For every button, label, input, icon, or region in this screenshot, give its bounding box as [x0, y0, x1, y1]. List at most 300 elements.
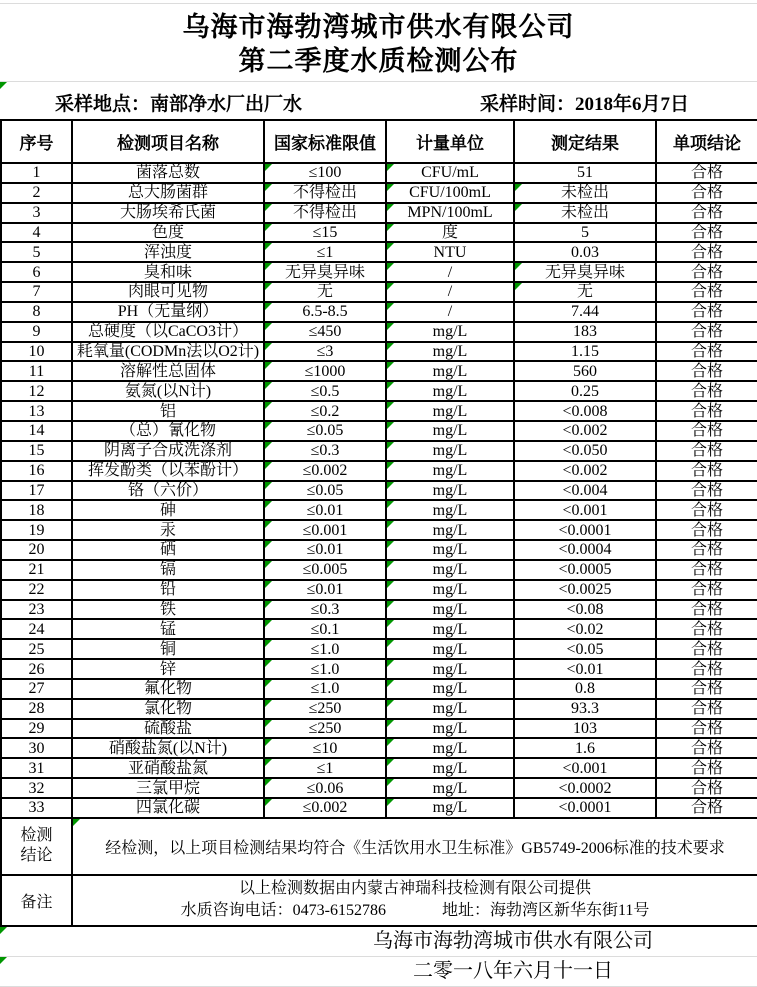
conclusion-value: 合格 [690, 343, 723, 361]
cell-standard-limit [264, 381, 386, 401]
cell-result [514, 461, 656, 481]
seq-value: 30 [28, 739, 45, 757]
cell-flag-icon [265, 442, 272, 449]
cell-flag-icon [265, 601, 272, 608]
seq-value: 31 [28, 759, 45, 777]
cell-result [514, 361, 656, 381]
conclusion-value: 合格 [690, 541, 723, 559]
table-row [1, 798, 757, 818]
seq-value: 17 [28, 481, 45, 499]
item-name-value: 硫酸盐 [143, 720, 192, 738]
cell-flag-icon [387, 779, 394, 786]
cell-result [514, 242, 656, 262]
cell-result [514, 342, 656, 362]
cell-seq [1, 342, 72, 362]
table-row [1, 639, 757, 659]
conclusion-value: 合格 [690, 422, 723, 440]
cell-item-name [72, 381, 264, 401]
table-row [1, 619, 757, 639]
cell-conclusion [656, 600, 757, 620]
cell-unit [386, 560, 514, 580]
cell-seq [1, 441, 72, 461]
cell-result [514, 520, 656, 540]
cell-result [514, 421, 656, 441]
unit-value: mg/L [432, 600, 468, 618]
table-row [1, 361, 757, 381]
table-row [1, 183, 757, 203]
cell-unit [386, 262, 514, 282]
cell-unit [386, 401, 514, 421]
cell-unit [386, 361, 514, 381]
table-row [1, 441, 757, 461]
cell-flag-icon [387, 759, 394, 766]
unit-value: CFU/100mL [409, 184, 491, 202]
limit-value: ≤0.002 [302, 799, 348, 817]
cell-result [514, 600, 656, 620]
cell-result [514, 580, 656, 600]
cell-flag-icon [265, 700, 272, 707]
item-name-value: 镉 [159, 561, 176, 579]
cell-standard-limit [264, 560, 386, 580]
cell-conclusion [656, 361, 757, 381]
cell-item-name [72, 778, 264, 798]
item-name-value: 铜 [159, 640, 176, 658]
header-result: 测定结果 [514, 120, 656, 163]
item-name-value: 阴离子合成洗涤剂 [103, 442, 232, 460]
limit-value: ≤100 [308, 164, 342, 182]
result-value: <0.002 [562, 422, 608, 440]
cell-result [514, 540, 656, 560]
cell-standard-limit [264, 361, 386, 381]
conclusion-value: 合格 [690, 620, 723, 638]
cell-standard-limit [264, 758, 386, 778]
cell-unit [386, 699, 514, 719]
cell-standard-limit [264, 500, 386, 520]
cell-item-name [72, 282, 264, 302]
cell-flag-icon [387, 243, 394, 250]
result-value: 无 [576, 283, 593, 301]
limit-value: ≤1 [316, 759, 334, 777]
result-value: 7.44 [571, 303, 599, 321]
item-name-value: 汞 [159, 521, 176, 539]
limit-value: ≤0.002 [302, 462, 348, 480]
cell-unit [386, 203, 514, 223]
table-row [1, 163, 757, 183]
cell-flag-icon [387, 601, 394, 608]
cell-flag-icon [265, 164, 272, 171]
unit-value: mg/L [432, 640, 468, 658]
cell-item-name [72, 619, 264, 639]
cell-conclusion [656, 322, 757, 342]
cell-standard-limit [264, 778, 386, 798]
cell-conclusion [656, 223, 757, 243]
conclusion-value: 合格 [690, 164, 723, 182]
limit-value: ≤1.0 [310, 680, 340, 698]
header-item-name: 检测项目名称 [72, 120, 264, 163]
cell-conclusion [656, 619, 757, 639]
cell-flag-icon [387, 482, 394, 489]
unit-value: mg/L [432, 323, 468, 341]
cell-unit [386, 441, 514, 461]
footer-company-row [0, 927, 757, 957]
cell-result [514, 322, 656, 342]
limit-value: ≤0.06 [306, 779, 344, 797]
cell-item-name [72, 461, 264, 481]
conclusion-value: 合格 [690, 223, 723, 241]
header-standard-limit: 国家标准限值 [264, 120, 386, 163]
limit-value: ≤0.01 [306, 541, 344, 559]
cell-unit [386, 540, 514, 560]
table-row [1, 738, 757, 758]
page-subtitle: 第二季度水质检测公布 [238, 46, 519, 76]
seq-value: 3 [32, 204, 41, 222]
cell-standard-limit [264, 223, 386, 243]
cell-seq [1, 778, 72, 798]
limit-value: ≤0.001 [302, 521, 348, 539]
limit-value: ≤0.2 [310, 402, 340, 420]
cell-seq [1, 699, 72, 719]
unit-value: mg/L [432, 501, 468, 519]
cell-standard-limit [264, 322, 386, 342]
unit-value: mg/L [432, 343, 468, 361]
cell-seq [1, 401, 72, 421]
cell-seq [1, 520, 72, 540]
cell-flag-icon [265, 283, 272, 290]
conclusion-value: 合格 [690, 739, 723, 757]
cell-flag-icon [387, 402, 394, 409]
table-row [1, 679, 757, 699]
cell-flag-icon [387, 799, 394, 806]
conclusion-value: 合格 [690, 362, 723, 380]
cell-unit [386, 481, 514, 501]
seq-value: 5 [32, 243, 41, 261]
cell-item-name [72, 163, 264, 183]
unit-value: mg/L [432, 362, 468, 380]
cell-result [514, 758, 656, 778]
seq-value: 1 [32, 164, 41, 182]
seq-value: 10 [28, 343, 45, 361]
limit-value: 无异臭异味 [284, 263, 365, 281]
cell-flag-icon [265, 561, 272, 568]
table-row [1, 203, 757, 223]
limit-value: 6.5-8.5 [302, 303, 348, 321]
cell-flag-icon [387, 224, 394, 231]
cell-result [514, 659, 656, 679]
cell-item-name [72, 342, 264, 362]
cell-item-name [72, 183, 264, 203]
unit-value: mg/L [432, 720, 468, 738]
cell-unit [386, 738, 514, 758]
cell-item-name [72, 738, 264, 758]
footer-company-text: 乌海市海勃湾城市供水有限公司 [373, 929, 653, 952]
result-value: 未检出 [560, 204, 609, 222]
cell-seq [1, 600, 72, 620]
header-unit: 计量单位 [386, 120, 514, 163]
cell-seq [1, 560, 72, 580]
conclusion-value: 合格 [690, 263, 723, 281]
cell-result [514, 441, 656, 461]
conclusion-value: 合格 [690, 382, 723, 400]
cell-result [514, 262, 656, 282]
cell-unit [386, 520, 514, 540]
cell-seq [1, 322, 72, 342]
cell-seq [1, 500, 72, 520]
cell-seq [1, 798, 72, 818]
item-name-value: （总）氰化物 [119, 422, 216, 440]
cell-conclusion [656, 520, 757, 540]
cell-seq [1, 223, 72, 243]
cell-flag-icon [387, 620, 394, 627]
cell-result [514, 381, 656, 401]
unit-value: / [447, 283, 453, 301]
remark-provider-text: 以上检测数据由内蒙古神瑞科技检测有限公司提供 [238, 880, 591, 898]
item-name-value: 总大肠菌群 [127, 184, 208, 202]
cell-unit [386, 500, 514, 520]
seq-value: 24 [28, 620, 45, 638]
cell-result [514, 679, 656, 699]
conclusion-text-cell [72, 818, 757, 875]
cell-conclusion [656, 421, 757, 441]
conclusion-text: 经检测，以上项目检测结果均符合《生活饮用水卫生标准》GB5749-2006标准的技术要求 [105, 839, 725, 857]
cell-seq [1, 679, 72, 699]
cell-standard-limit [264, 600, 386, 620]
cell-item-name [72, 322, 264, 342]
page-title: 乌海市海勃湾城市供水有限公司 [182, 12, 575, 42]
cell-standard-limit [264, 481, 386, 501]
table-row [1, 401, 757, 421]
table-row [1, 481, 757, 501]
remark-row [1, 875, 757, 926]
cell-flag-icon [387, 561, 394, 568]
cell-flag-icon [265, 382, 272, 389]
item-name-value: 耗氧量(CODMn法以O2计) [76, 343, 260, 361]
table-row [1, 282, 757, 302]
cell-conclusion [656, 163, 757, 183]
cell-unit [386, 659, 514, 679]
unit-value: mg/L [432, 382, 468, 400]
limit-value: ≤250 [308, 720, 342, 738]
cell-item-name [72, 361, 264, 381]
cell-seq [1, 381, 72, 401]
cell-flag-icon [265, 521, 272, 528]
cell-flag-icon [265, 779, 272, 786]
cell-flag-icon [387, 263, 394, 270]
cell-conclusion [656, 342, 757, 362]
cell-seq [1, 421, 72, 441]
seq-value: 2 [32, 184, 41, 202]
cell-unit [386, 342, 514, 362]
cell-seq [1, 481, 72, 501]
unit-value: mg/L [432, 680, 468, 698]
cell-result [514, 798, 656, 818]
conclusion-value: 合格 [690, 720, 723, 738]
conclusion-value: 合格 [690, 303, 723, 321]
result-value: 103 [573, 720, 597, 738]
cell-item-name [72, 262, 264, 282]
item-name-value: 菌落总数 [135, 164, 200, 182]
conclusion-value: 合格 [690, 600, 723, 618]
seq-value: 29 [28, 720, 45, 738]
result-value: <0.05 [566, 640, 604, 658]
table-row [1, 262, 757, 282]
unit-value: mg/L [432, 620, 468, 638]
cell-seq [1, 659, 72, 679]
cell-flag-icon [0, 82, 7, 89]
cell-item-name [72, 600, 264, 620]
sampling-time-text: 采样时间：2018年6月7日 [480, 94, 690, 115]
cell-conclusion [656, 719, 757, 739]
limit-value: ≤0.05 [306, 481, 344, 499]
seq-value: 8 [32, 303, 41, 321]
cell-result [514, 481, 656, 501]
cell-seq [1, 738, 72, 758]
result-value: 无异臭异味 [544, 263, 625, 281]
seq-value: 15 [28, 442, 45, 460]
cell-item-name [72, 421, 264, 441]
header-seq: 序号 [1, 120, 72, 163]
cell-flag-icon [387, 720, 394, 727]
cell-seq [1, 361, 72, 381]
item-name-value: 锌 [159, 660, 176, 678]
cell-flag-icon [387, 680, 394, 687]
cell-standard-limit [264, 302, 386, 322]
cell-result [514, 738, 656, 758]
cell-result [514, 778, 656, 798]
cell-flag-icon [387, 462, 394, 469]
cell-unit [386, 242, 514, 262]
cell-flag-icon [265, 541, 272, 548]
item-name-value: 砷 [159, 501, 176, 519]
unit-value: mg/L [432, 481, 468, 499]
cell-unit [386, 719, 514, 739]
unit-value: mg/L [432, 700, 468, 718]
cell-flag-icon [265, 720, 272, 727]
cell-item-name [72, 719, 264, 739]
limit-value: ≤0.005 [302, 561, 348, 579]
seq-value: 18 [28, 501, 45, 519]
cell-flag-icon [265, 680, 272, 687]
seq-value: 23 [28, 600, 45, 618]
cell-unit [386, 639, 514, 659]
cell-flag-icon [387, 184, 394, 191]
cell-standard-limit [264, 282, 386, 302]
unit-value: mg/L [432, 581, 468, 599]
cell-flag-icon [387, 204, 394, 211]
seq-value: 4 [32, 223, 41, 241]
seq-value: 32 [28, 779, 45, 797]
cell-flag-icon [387, 739, 394, 746]
cell-seq [1, 183, 72, 203]
seq-value: 20 [28, 541, 45, 559]
unit-value: mg/L [432, 660, 468, 678]
cell-item-name [72, 401, 264, 421]
table-row [1, 223, 757, 243]
item-name-value: 色度 [151, 223, 184, 241]
cell-conclusion [656, 242, 757, 262]
cell-standard-limit [264, 183, 386, 203]
result-value: <0.0002 [558, 779, 612, 797]
cell-flag-icon [265, 263, 272, 270]
cell-standard-limit [264, 520, 386, 540]
result-value: <0.0005 [558, 561, 612, 579]
cell-standard-limit [264, 401, 386, 421]
result-value: <0.0001 [558, 521, 612, 539]
item-name-value: 四氯化碳 [135, 799, 200, 817]
cell-standard-limit [264, 619, 386, 639]
table-row [1, 322, 757, 342]
result-value: 1.6 [575, 739, 595, 757]
cell-flag-icon [265, 462, 272, 469]
conclusion-value: 合格 [690, 779, 723, 797]
limit-value: ≤3 [316, 343, 334, 361]
cell-flag-icon [265, 620, 272, 627]
cell-conclusion [656, 183, 757, 203]
limit-value: ≤1.0 [310, 640, 340, 658]
result-value: 5 [581, 223, 589, 241]
cell-item-name [72, 540, 264, 560]
result-value: <0.004 [562, 481, 608, 499]
conclusion-label: 检测结论 [20, 827, 53, 865]
cell-result [514, 619, 656, 639]
item-name-value: 铅 [159, 581, 176, 599]
cell-flag-icon [265, 204, 272, 211]
seq-value: 13 [28, 402, 45, 420]
unit-value: mg/L [432, 422, 468, 440]
cell-unit [386, 322, 514, 342]
item-name-value: 铁 [159, 600, 176, 618]
cell-flag-icon [387, 283, 394, 290]
cell-standard-limit [264, 242, 386, 262]
sampling-info-bar [0, 81, 757, 119]
cell-flag-icon [515, 263, 522, 270]
cell-flag-icon [265, 323, 272, 330]
limit-value: ≤0.05 [306, 422, 344, 440]
cell-unit [386, 223, 514, 243]
cell-result [514, 183, 656, 203]
cell-result [514, 282, 656, 302]
limit-value: ≤10 [312, 739, 338, 757]
limit-value: ≤15 [312, 223, 338, 241]
seq-value: 11 [28, 362, 45, 380]
item-name-value: 氯化物 [143, 700, 192, 718]
cell-unit [386, 580, 514, 600]
item-name-value: 挥发酚类（以苯酚计） [87, 462, 248, 480]
cell-unit [386, 798, 514, 818]
water-quality-table [0, 119, 757, 927]
cell-unit [386, 619, 514, 639]
result-value: 未检出 [560, 184, 609, 202]
cell-unit [386, 163, 514, 183]
item-name-value: 三氯甲烷 [135, 779, 200, 797]
result-value: 560 [573, 362, 597, 380]
cell-flag-icon [265, 640, 272, 647]
limit-value: ≤450 [308, 323, 342, 341]
cell-flag-icon [265, 501, 272, 508]
cell-seq [1, 619, 72, 639]
limit-value: ≤0.5 [310, 382, 340, 400]
table-row [1, 659, 757, 679]
remark-content-cell [72, 875, 757, 926]
unit-value: MPN/100mL [407, 204, 493, 222]
cell-flag-icon [265, 799, 272, 806]
result-value: <0.0001 [558, 799, 612, 817]
cell-seq [1, 580, 72, 600]
cell-standard-limit [264, 342, 386, 362]
cell-result [514, 639, 656, 659]
cell-flag-icon [387, 581, 394, 588]
cell-conclusion [656, 203, 757, 223]
unit-value: NTU [433, 243, 467, 261]
